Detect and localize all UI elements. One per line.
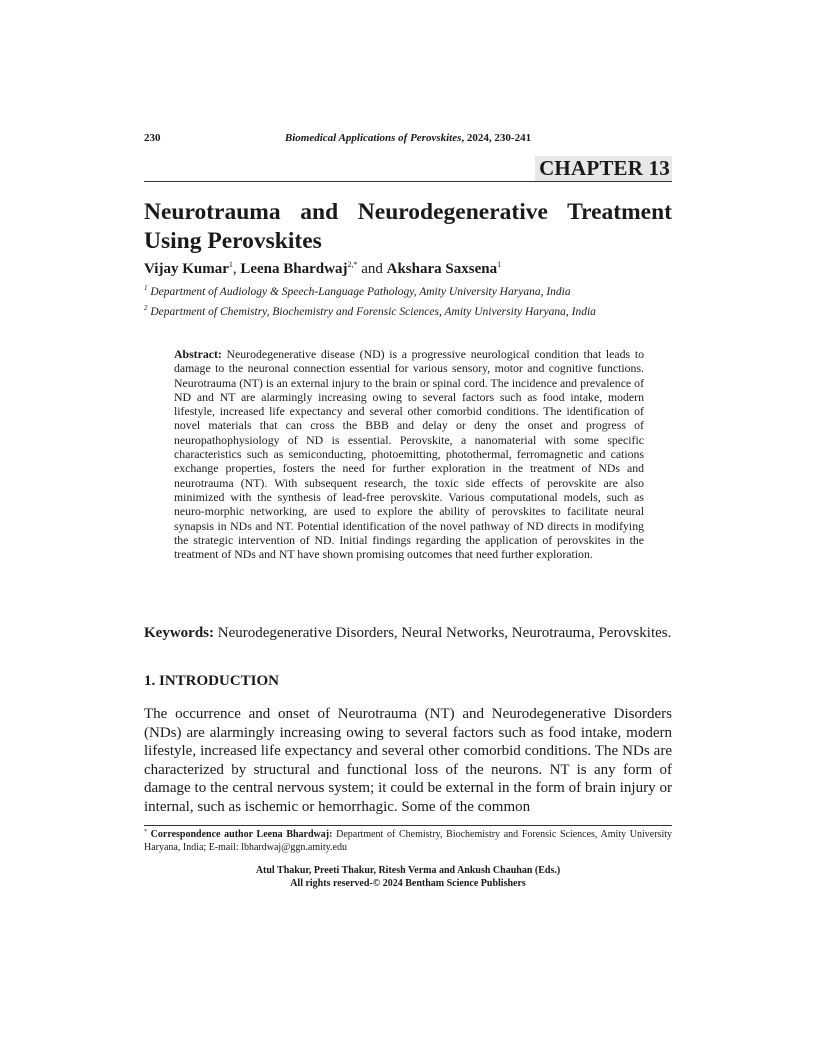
journal-title: Biomedical Applications of Perovskites (284, 132, 462, 144)
author-name: Vijay Kumar (144, 261, 229, 277)
affiliation-2 (144, 305, 596, 319)
abstract (174, 347, 644, 561)
abstract-text: Neurodegenerative disease (ND) is a progressive neurological condition that leads to damage to the neuronal connection essential for various sensory, motor and cognitive functions. Neurotrauma (NT) is an external injury to the brain or spinal cord. The incidence and prevalence of ND and NT are alarmingly increasing owing to several factors such as food intake, modern lifestyle, increased life expectancy and several other comorbid conditions. The identification of novel materials that can cross the BBB and delay or deny the onset and progress of neuropathophysiology of ND is essential. Perovskite, a nanomaterial with some specific characteristics such as semiconducting, photoemitting, photothermal, ferromagnetic and cations exchange properties, fosters the need for further exploration in the treatment of NDs and neurotrauma (NT). With subsequent research, the toxic side effects of perovskite are also minimized with the synthesis of lead-free perovskite. Various computational models, such as neuro-morphic networking, are used to explore the ability of perovskites to facilitate neural synapsis in NDs and NT. Potential identification of the novel pathway of ND directs in modifying the strategic intervention of ND. Initial findings regarding the application of perovskites in the treatment of NDs and NT have shown promising outcomes that need further exploration. (174, 347, 644, 562)
affiliation-mark: 1 (144, 284, 148, 292)
chapter-rule (144, 181, 672, 182)
footnote-text: Department of Chemistry, Biochemistry and Forensic Sciences, Amity University Haryana, India; E-mail: lbhardwaj@ggn.amity.edu (144, 829, 672, 853)
keywords-text: Neurodegenerative Disorders, Neural Networks, Neurotrauma, Perovskites. (217, 625, 672, 641)
author-separator: , (232, 261, 241, 277)
editors-line: Atul Thakur, Preeti Thakur, Ritesh Verma and Ankush Chauhan (Eds.) (255, 865, 561, 876)
author-list (144, 260, 501, 278)
affiliation-text: Department of Chemistry, Biochemistry and Forensic Sciences, Amity University Haryana, India (150, 306, 596, 318)
body-paragraph: The occurrence and onset of Neurotrauma (NT) and Neurodegenerative Disorders (NDs) are alarmingly increasing owing to several factors such as food intake, modern lifestyle, increased life expectancy and several other comorbid conditions. The NDs are characterized by structural and functional loss of the neurons. NT is any form of damage to the central nervous system; it could be external in the form of brain injury or internal, such as ischemic or hemorrhagic. Some of the common (144, 706, 672, 815)
affiliation-mark: 2 (144, 304, 148, 312)
section-heading: 1. INTRODUCTION (144, 673, 280, 689)
chapter-label: CHAPTER 13 (535, 156, 672, 181)
footnote-label: Correspondence author Leena Bhardwaj: (150, 829, 333, 840)
affiliation-1 (144, 285, 571, 299)
affiliation-mark: 1 (228, 260, 233, 269)
keywords-label: Keywords: (144, 625, 214, 641)
author-separator: and (357, 261, 387, 277)
abstract-label: Abstract: (174, 347, 222, 361)
journal-meta: , 2024, 230-241 (461, 132, 532, 144)
title-line-2: Using Perovskites (144, 228, 322, 254)
author-name: Leena Bhardwaj (240, 261, 348, 277)
publisher-info (144, 864, 672, 890)
footnote (144, 828, 672, 854)
rights-line: All rights reserved-© 2024 Bentham Science Publishers (290, 878, 526, 889)
footnote-rule (144, 825, 672, 826)
affiliation-mark: 2,* (347, 260, 358, 269)
page-number: 230 (144, 132, 161, 144)
keywords (144, 624, 672, 643)
footnote-mark: * (144, 829, 147, 835)
author-name: Akshara Saxsena (386, 261, 498, 277)
affiliation-mark: 1 (497, 260, 502, 269)
affiliation-text: Department of Audiology & Speech-Language Pathology, Amity University Haryana, India (150, 286, 571, 298)
chapter-title (144, 198, 672, 256)
journal-citation (144, 131, 672, 145)
title-line-1: Neurotrauma and Neurodegenerative Treatment (144, 199, 672, 225)
